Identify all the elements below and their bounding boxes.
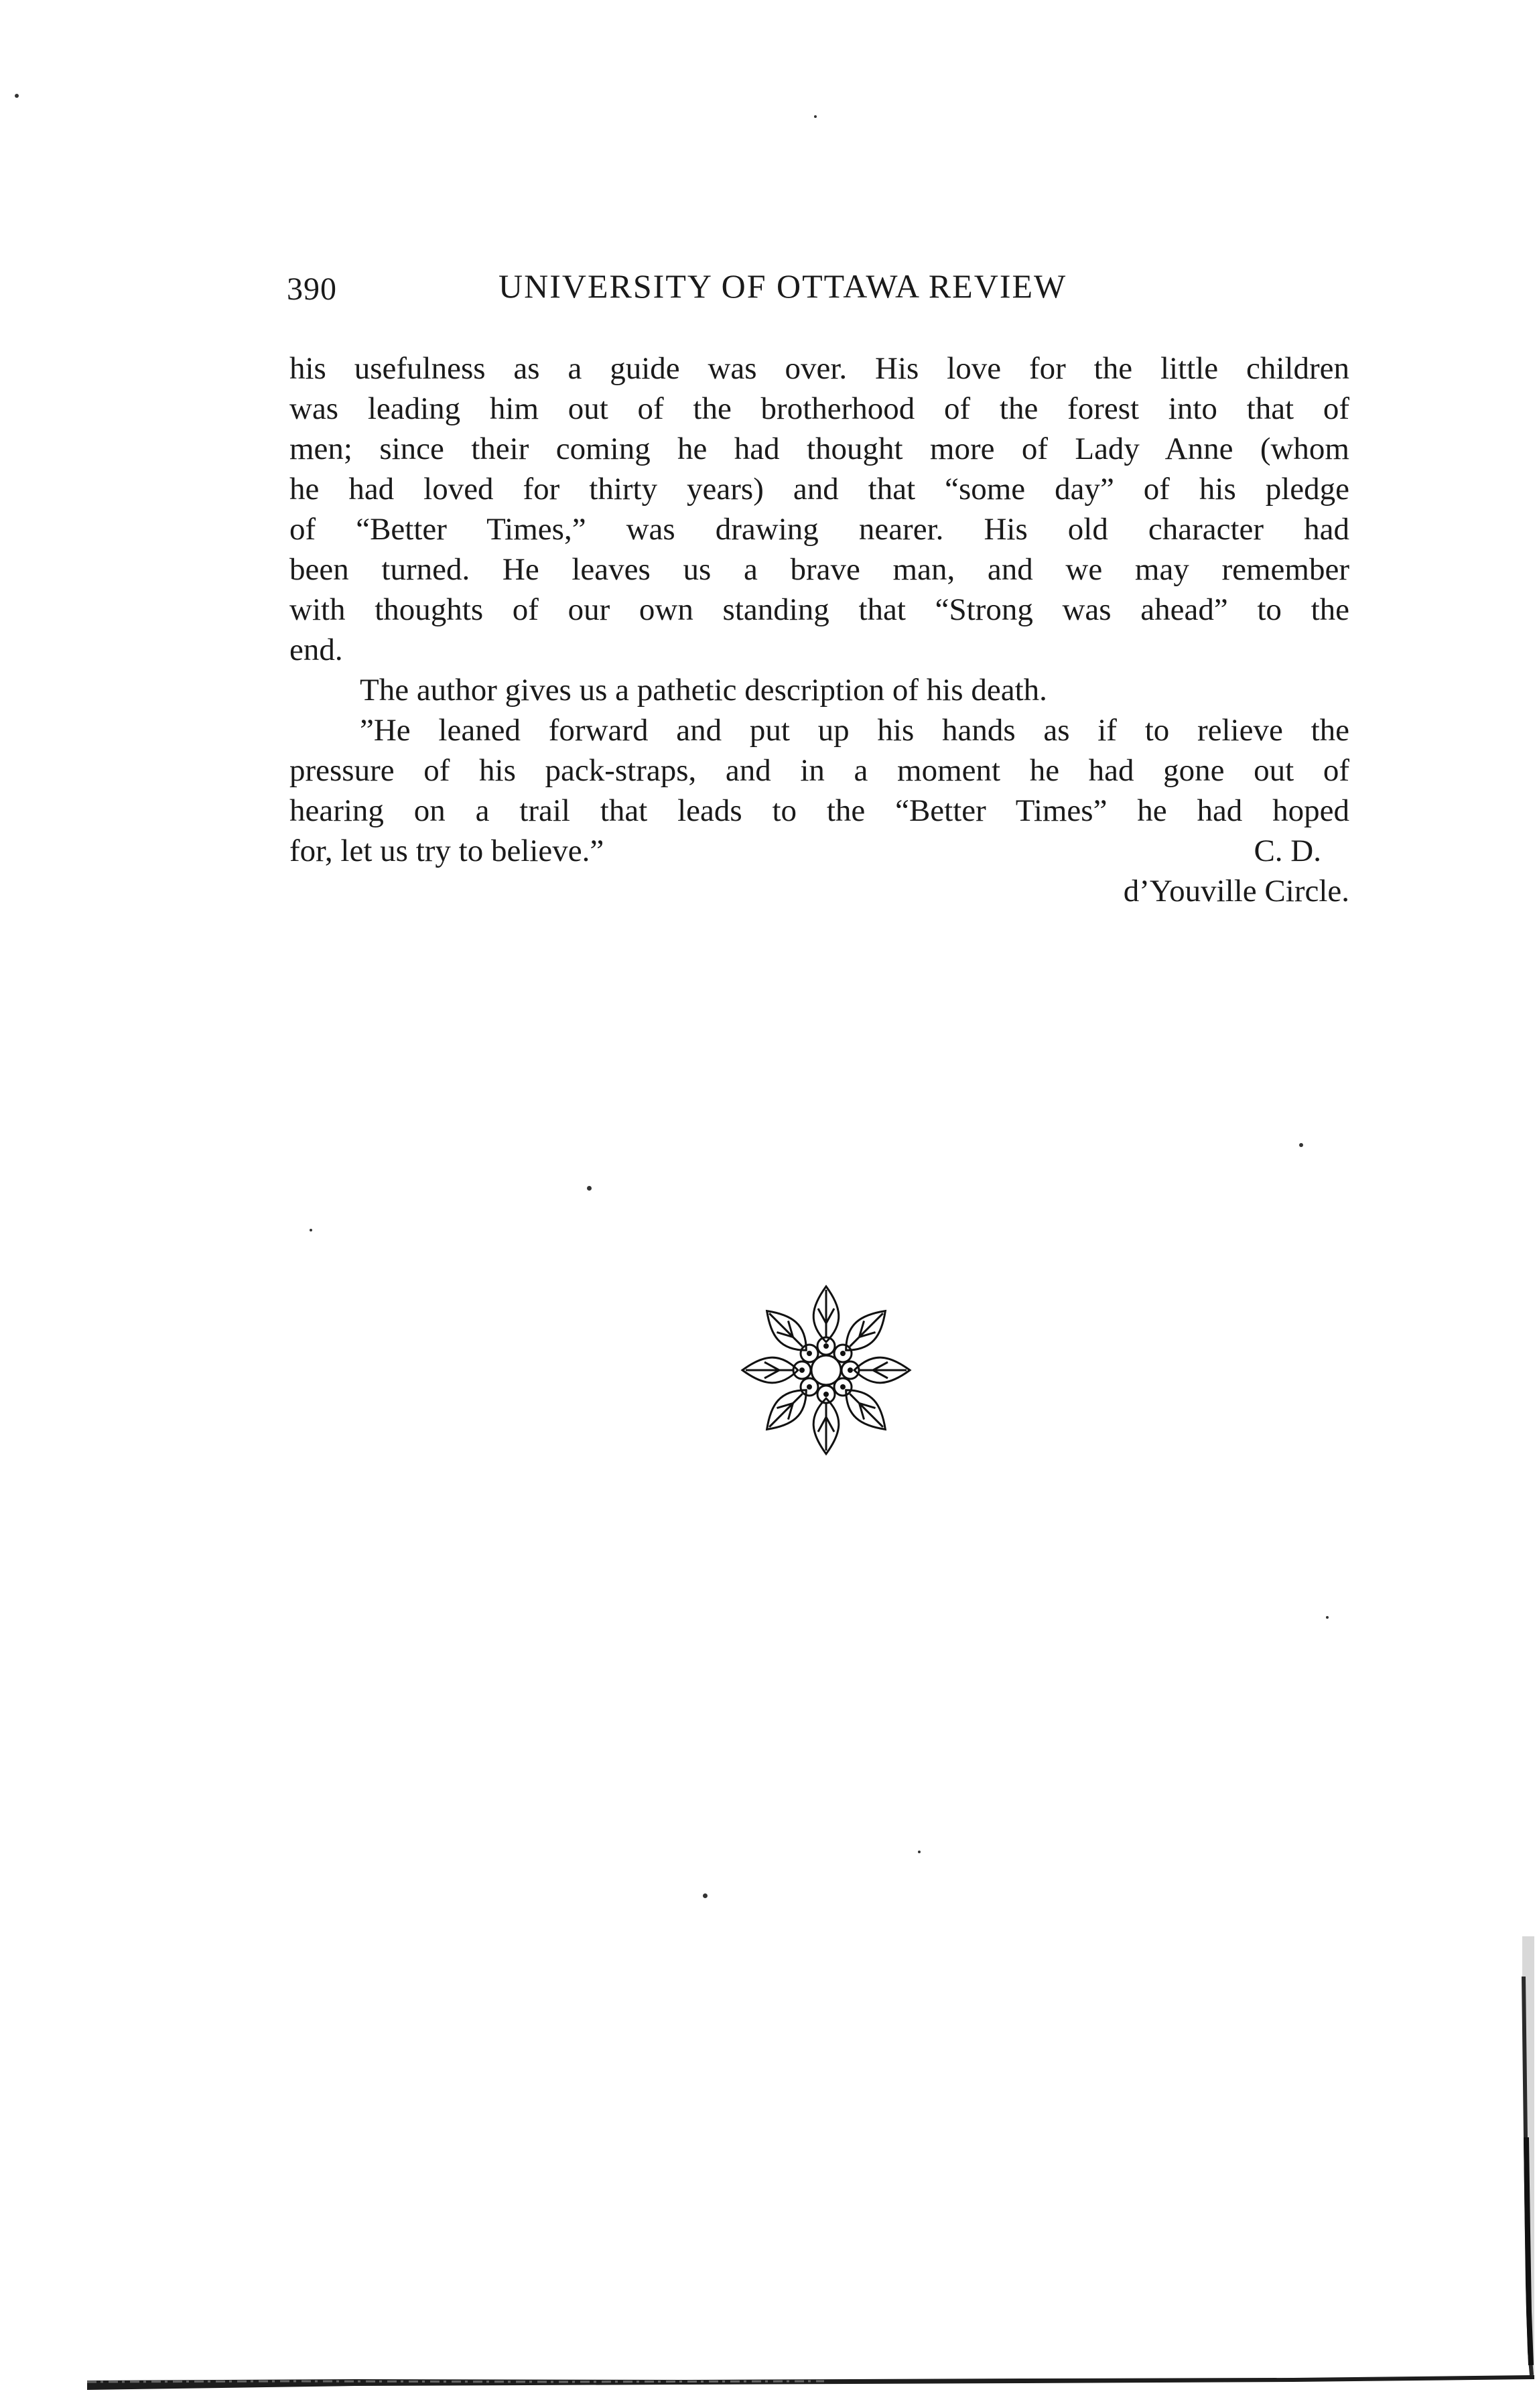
- text-line: of “Better Times,” was drawing nearer. His old character had: [289, 512, 1349, 547]
- text-line: for, let us try to believe.”: [289, 833, 604, 868]
- page-header: [287, 267, 1352, 314]
- ornament-petals: [742, 1286, 910, 1454]
- text-line: he had loved for thirty years) and that “some day” of his pledge: [289, 472, 1349, 507]
- text-line: hearing on a trail that leads to the “Better Times” he had hoped: [289, 793, 1349, 828]
- page-number: 390: [287, 271, 337, 307]
- scan-speck: [703, 1893, 708, 1898]
- text-line: end.: [289, 632, 343, 667]
- text-line: men; since their coming he had thought more of Lady Anne (whom: [289, 431, 1349, 466]
- page-bottom-edge: [87, 2375, 1534, 2391]
- scan-speck: [814, 115, 817, 118]
- signature-line: [289, 831, 1349, 871]
- scan-speck: [587, 1186, 592, 1191]
- text-line: with thoughts of our own standing that “Strong was ahead” to the: [289, 592, 1349, 627]
- text-line: been turned. He leaves us a brave man, and we may remember: [289, 552, 1349, 587]
- scan-speck: [1299, 1143, 1303, 1147]
- text-line: ”He leaned forward and put up his hands as if to relieve the: [360, 713, 1349, 748]
- scan-speck: [1326, 1616, 1329, 1619]
- scan-speck: [15, 94, 19, 98]
- text-line: The author gives us a pathetic description of his death.: [360, 673, 1047, 708]
- text-line: was leading him out of the brotherhood of the forest into that of: [289, 391, 1349, 426]
- signature-affiliation: d’Youville Circle.: [1123, 874, 1349, 909]
- article-body: [289, 348, 1349, 911]
- scan-speck: [310, 1229, 312, 1231]
- floral-ornament: [739, 1283, 913, 1457]
- text-line: pressure of his pack-straps, and in a moment he had gone out of: [289, 753, 1349, 788]
- text-line: his usefulness as a guide was over. His love for the little children: [289, 351, 1349, 386]
- scan-speck: [918, 1851, 921, 1853]
- page-edge-shadow: [1520, 1936, 1534, 2379]
- signature-initials: C. D.: [1254, 833, 1321, 868]
- running-title: UNIVERSITY OF OTTAWA REVIEW: [498, 267, 1067, 305]
